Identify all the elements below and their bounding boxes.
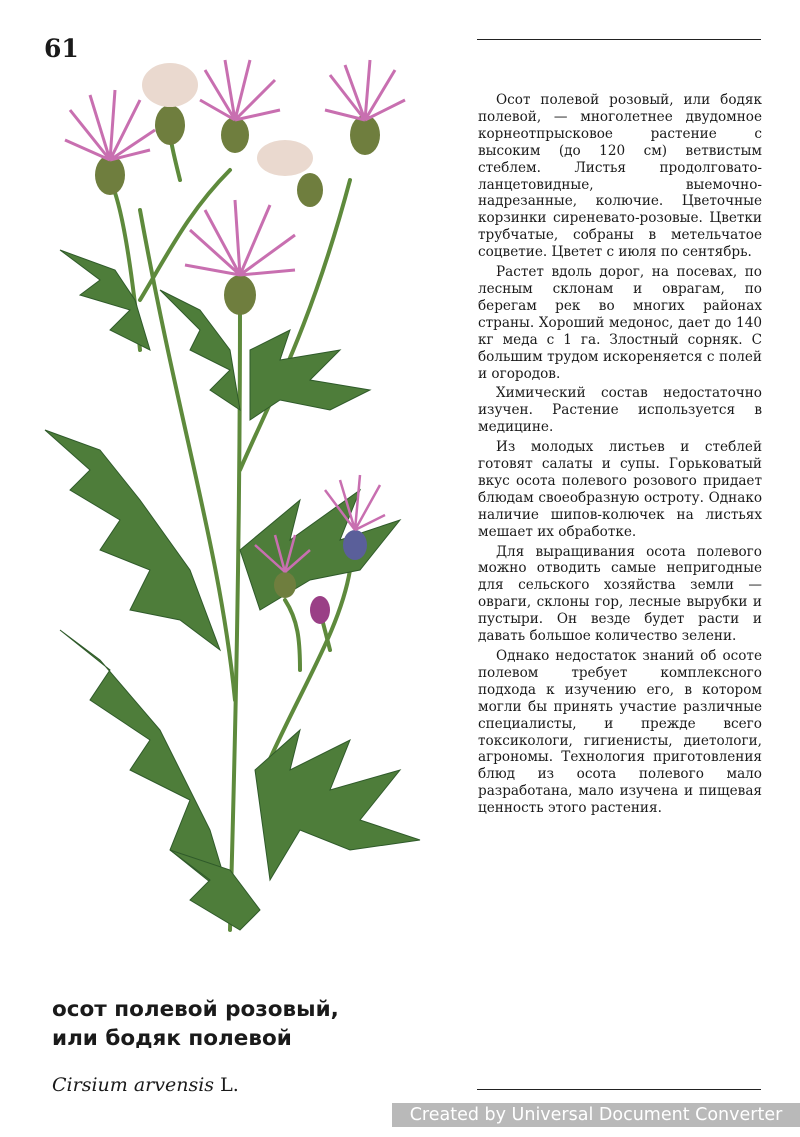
page-number: 61	[44, 34, 79, 63]
thistle-illustration	[40, 50, 430, 950]
flower-head	[257, 140, 323, 207]
flower-head	[200, 60, 280, 153]
body-text	[478, 92, 762, 820]
flower-bud	[310, 596, 330, 624]
watermark: Created by Universal Document Converter	[392, 1103, 800, 1127]
latin-author: L.	[220, 1074, 239, 1096]
latin-name	[52, 1074, 239, 1096]
top-rule	[477, 39, 761, 40]
plant-title	[52, 995, 339, 1053]
paragraph: Для выращивания осота полевого можно отводить самые непригодные для сельского хозяйства земли — овраги, склоны гор, лесные вырубки и пустыри. Он везде будет расти и давать большое количество зелени.	[478, 543, 762, 645]
flower-head	[65, 90, 155, 195]
latin-genus-species: Cirsium arvensis	[52, 1074, 215, 1096]
paragraph: Химический состав недостаточно изучен. Растение используется в медицине.	[478, 385, 762, 436]
bottom-rule	[477, 1089, 761, 1090]
title-line: или бодяк полевой	[52, 1026, 292, 1051]
flower-head	[325, 60, 405, 155]
paragraph: Из молодых листьев и стеблей готовят салаты и супы. Горьковатый вкус осота полевого розового придает блюдам своеобразную остроту. Однако наличие шипов-колючек на листьях мешает их обработке.	[478, 439, 762, 540]
flower-head	[185, 200, 295, 315]
paragraph: Растет вдоль дорог, на посевах, по лесным склонам и оврагам, по берегам рек во многих районах страны. Хороший медонос, дает до 140 кг меда с 1 га. Злостный сорняк. С большим трудом искореняется с полей и огородов.	[478, 264, 762, 382]
title-line: осот полевой розовый,	[52, 997, 339, 1022]
paragraph: Однако недостаток знаний об осоте полевом требует комплексного подхода к изучению его, в котором могли бы принять участие различные специалисты, и прежде всего токсикологи, гигиенисты, диетологи, агрономы. Технология приготовления блюд из осота полевого мало разработана, мало изучена и пищевая ценность этого растения.	[478, 648, 762, 817]
paragraph: Осот полевой розовый, или бодяк полевой, — многолетнее двудомное корнеотпрысковое растение с высоким (до 120 см) ветвистым стеблем. Листья продолговато-ланцетовидные, выемочно-надрезанные, колючие. Цветочные корзинки сиреневато-розовые. Цветки трубчатые, собраны в метельчатое соцветие. Цветет с июля по сентябрь.	[478, 92, 762, 261]
